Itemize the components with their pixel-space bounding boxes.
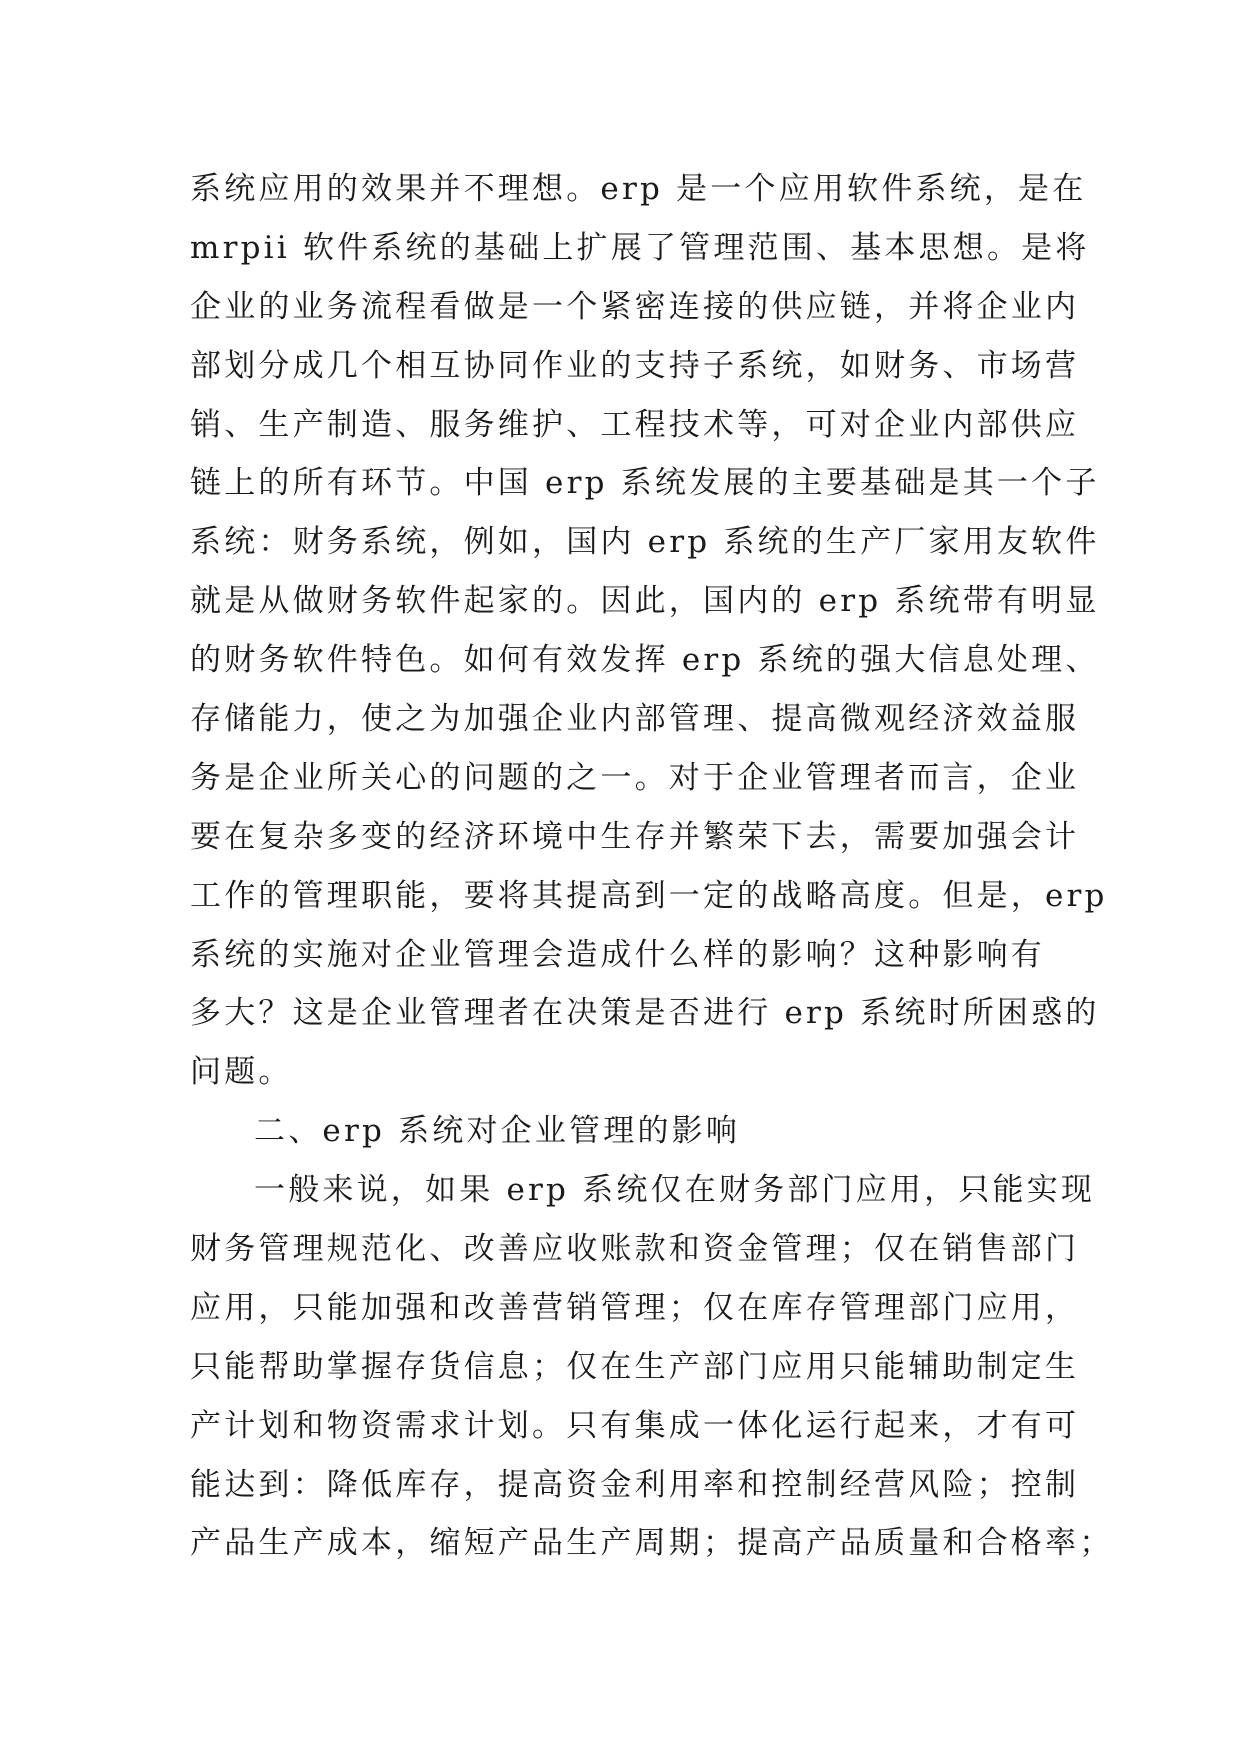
text-line: 系统应用的效果并不理想。erp 是一个应用软件系统，是在: [190, 171, 1087, 207]
text-line: 多大？这是企业管理者在决策是否进行 erp 系统时所困惑的: [190, 995, 1100, 1032]
text-line: 系统的实施对企业管理会造成什么样的影响？这种影响有: [190, 936, 1045, 973]
text-line: 问题。: [190, 1054, 293, 1091]
text-line: 务是企业所关心的问题的之一。对于企业管理者而言，企业: [190, 759, 1080, 796]
text-line: 存储能力，使之为加强企业内部管理、提高微观经济效益服: [190, 701, 1080, 738]
text-line: 就是从做财务软件起家的。因此，国内的 erp 系统带有明显: [190, 583, 1100, 620]
text-line: 产计划和物资需求计划。只有集成一体化运行起来，才有可: [190, 1407, 1080, 1444]
text-line: 应用，只能加强和改善营销管理；仅在库存管理部门应用，: [190, 1289, 1080, 1326]
section-heading: 二、erp 系统对企业管理的影响: [254, 1113, 741, 1150]
text-line: 部划分成几个相互协同作业的支持子系统，如财务、市场营: [190, 347, 1080, 384]
text-line: mrpii 软件系统的基础上扩展了管理范围、基本思想。是将: [190, 229, 1090, 266]
paragraph-first-line: 一般来说，如果 erp 系统仅在财务部门应用，只能实现: [254, 1172, 1096, 1209]
text-line: 企业的业务流程看做是一个紧密连接的供应链，并将企业内: [190, 288, 1080, 325]
text-line: 产品生产成本，缩短产品生产周期；提高产品质量和合格率；: [190, 1525, 1114, 1562]
text-line: 的财务软件特色。如何有效发挥 erp 系统的强大信息处理、: [190, 642, 1100, 679]
text-line: 系统：财务系统，例如，国内 erp 系统的生产厂家用友软件: [190, 524, 1100, 561]
text-line: 工作的管理职能，要将其提高到一定的战略高度。但是，erp: [190, 877, 1108, 914]
text-line: 销、生产制造、服务维护、工程技术等，可对企业内部供应: [190, 406, 1080, 443]
text-line: 财务管理规范化、改善应收账款和资金管理；仅在销售部门: [190, 1231, 1080, 1268]
text-line: 链上的所有环节。中国 erp 系统发展的主要基础是其一个子: [190, 465, 1100, 502]
body-text: [190, 160, 1114, 1573]
text-line: 只能帮助掌握存货信息；仅在生产部门应用只能辅助制定生: [190, 1348, 1080, 1385]
text-line: 能达到：降低库存，提高资金利用率和控制经营风险；控制: [190, 1466, 1080, 1503]
text-line: 要在复杂多变的经济环境中生存并繁荣下去，需要加强会计: [190, 818, 1080, 855]
